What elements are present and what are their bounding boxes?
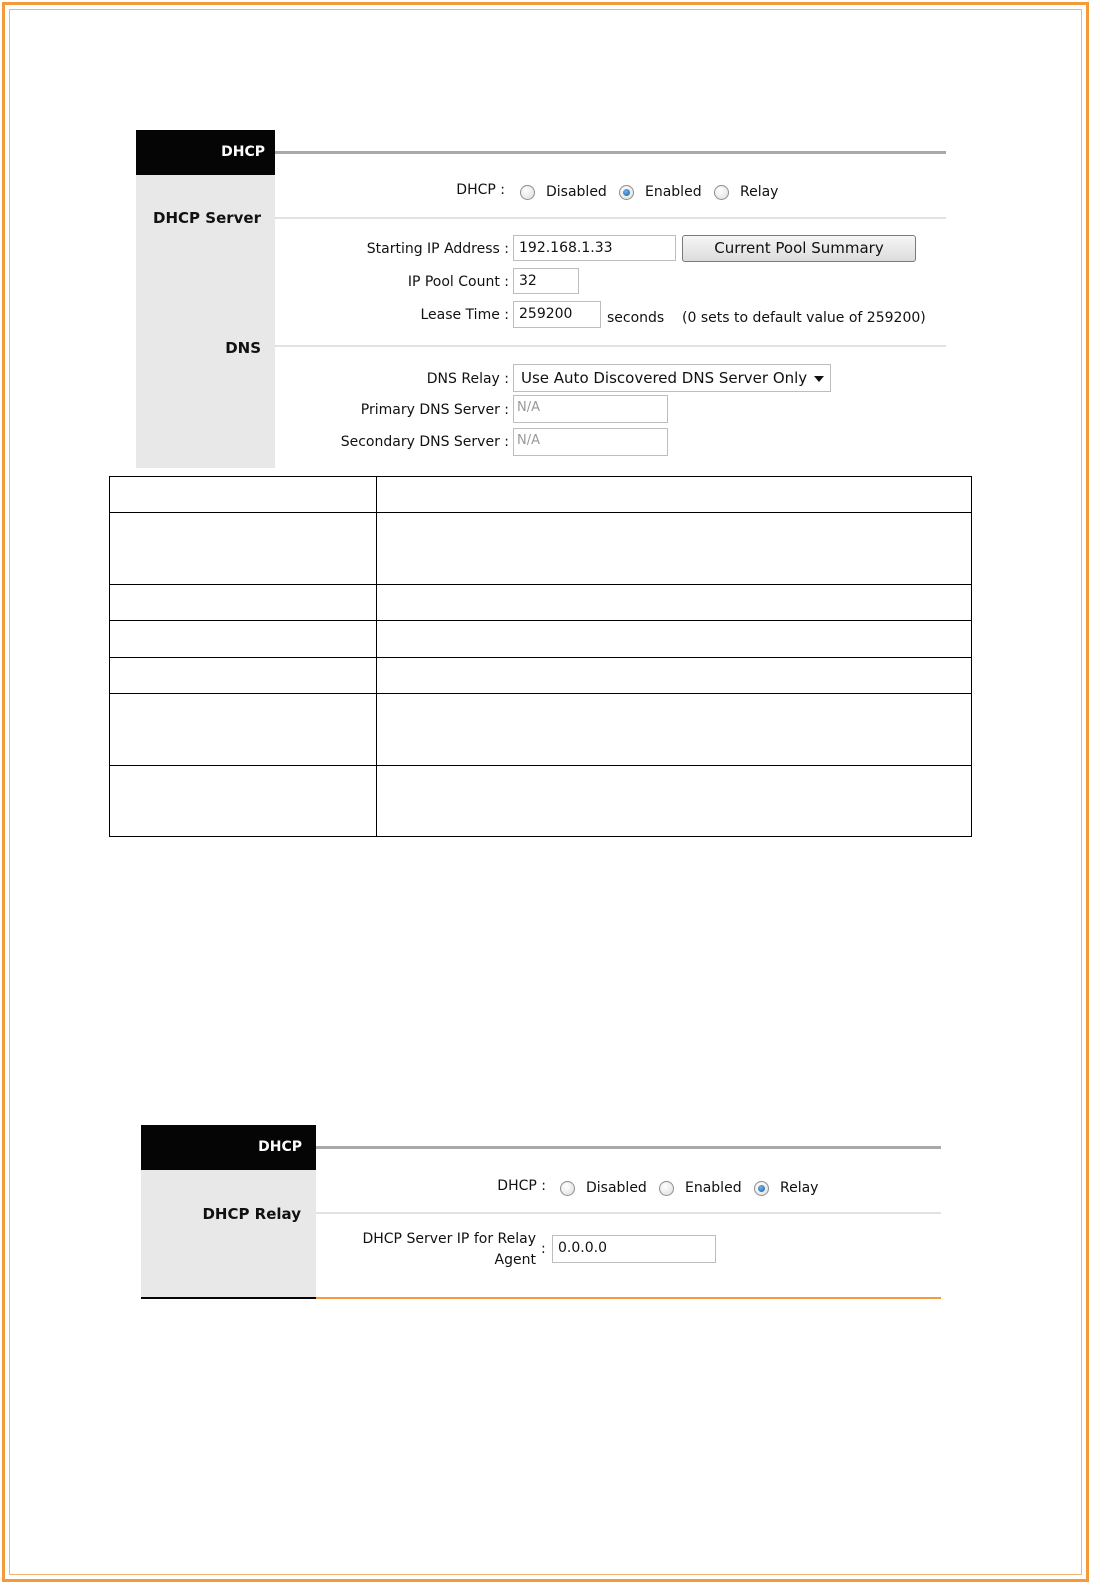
table-cell bbox=[377, 766, 972, 837]
table-cell bbox=[377, 621, 972, 658]
lease-time-label: Lease Time : bbox=[420, 307, 509, 323]
dhcp-disabled-label[interactable]: Disabled bbox=[546, 184, 607, 200]
dns-relay-select[interactable] bbox=[513, 364, 831, 392]
table-row bbox=[110, 658, 972, 694]
dhcp-relay-label[interactable]: Relay bbox=[780, 1180, 819, 1196]
dhcp-mode-label: DHCP : bbox=[497, 1178, 546, 1194]
table-cell bbox=[377, 658, 972, 694]
table-row bbox=[110, 513, 972, 585]
lease-time-input[interactable]: 259200 bbox=[513, 301, 601, 328]
table-row bbox=[110, 477, 972, 513]
dhcp-server-panel bbox=[136, 130, 946, 468]
primary-dns-label: Primary DNS Server : bbox=[360, 402, 509, 418]
dhcp-mode-label: DHCP : bbox=[456, 182, 505, 198]
relay-ip-label-line1: DHCP Server IP for Relay bbox=[362, 1231, 536, 1247]
primary-dns-input[interactable]: N/A bbox=[513, 395, 668, 423]
current-pool-summary-button[interactable]: Current Pool Summary bbox=[682, 235, 916, 262]
table-cell bbox=[377, 694, 972, 766]
table-cell bbox=[110, 766, 377, 837]
table-cell bbox=[110, 694, 377, 766]
dhcp-relay-panel bbox=[141, 1125, 941, 1301]
table-cell bbox=[377, 513, 972, 585]
dhcp-enabled-radio[interactable] bbox=[619, 185, 634, 200]
section-label-dns: DNS bbox=[225, 339, 261, 357]
divider bbox=[316, 1212, 941, 1214]
lease-time-unit: seconds bbox=[607, 310, 665, 326]
table-cell bbox=[377, 585, 972, 621]
lease-time-hint: (0 sets to default value of 259200) bbox=[682, 310, 926, 326]
panel-bottom-rule bbox=[141, 1297, 316, 1299]
dns-relay-label: DNS Relay : bbox=[426, 371, 509, 387]
starting-ip-label: Starting IP Address : bbox=[366, 241, 509, 257]
header-rule bbox=[316, 1146, 941, 1149]
secondary-dns-input[interactable]: N/A bbox=[513, 428, 668, 456]
section-label-dhcp-relay: DHCP Relay bbox=[202, 1205, 301, 1223]
header-rule bbox=[275, 151, 946, 154]
table-row bbox=[110, 621, 972, 658]
relay-ip-label-line2: Agent bbox=[494, 1252, 536, 1268]
table-row bbox=[110, 585, 972, 621]
table-cell bbox=[110, 658, 377, 694]
divider bbox=[275, 345, 946, 347]
table-cell bbox=[110, 621, 377, 658]
dhcp-disabled-radio[interactable] bbox=[560, 1181, 575, 1196]
chevron-down-icon bbox=[814, 376, 824, 382]
table-cell bbox=[110, 477, 377, 513]
table-cell bbox=[110, 513, 377, 585]
dhcp-relay-radio[interactable] bbox=[754, 1181, 769, 1196]
section-label-dhcp-server: DHCP Server bbox=[153, 209, 261, 227]
divider bbox=[275, 217, 946, 219]
dns-relay-value: Use Auto Discovered DNS Server Only bbox=[521, 369, 808, 387]
dhcp-relay-radio[interactable] bbox=[714, 185, 729, 200]
dhcp-disabled-radio[interactable] bbox=[520, 185, 535, 200]
dhcp-enabled-label[interactable]: Enabled bbox=[645, 184, 702, 200]
table-row bbox=[110, 766, 972, 837]
panel-sidebar bbox=[136, 130, 275, 468]
pool-count-label: IP Pool Count : bbox=[407, 274, 509, 290]
dhcp-enabled-radio[interactable] bbox=[659, 1181, 674, 1196]
relay-ip-input[interactable]: 0.0.0.0 bbox=[552, 1235, 716, 1263]
secondary-dns-label: Secondary DNS Server : bbox=[340, 434, 509, 450]
panel-bottom-accent bbox=[316, 1297, 941, 1299]
panel-header: DHCP bbox=[141, 1125, 316, 1170]
relay-ip-label-colon: : bbox=[541, 1241, 546, 1257]
table-cell bbox=[377, 477, 972, 513]
panel-header: DHCP bbox=[136, 130, 275, 175]
pool-count-input[interactable]: 32 bbox=[513, 268, 579, 294]
dhcp-disabled-label[interactable]: Disabled bbox=[586, 1180, 647, 1196]
table-cell bbox=[110, 585, 377, 621]
starting-ip-input[interactable]: 192.168.1.33 bbox=[513, 235, 676, 261]
dhcp-enabled-label[interactable]: Enabled bbox=[685, 1180, 742, 1196]
dhcp-relay-label[interactable]: Relay bbox=[740, 184, 779, 200]
description-table bbox=[109, 476, 972, 837]
table-row bbox=[110, 694, 972, 766]
